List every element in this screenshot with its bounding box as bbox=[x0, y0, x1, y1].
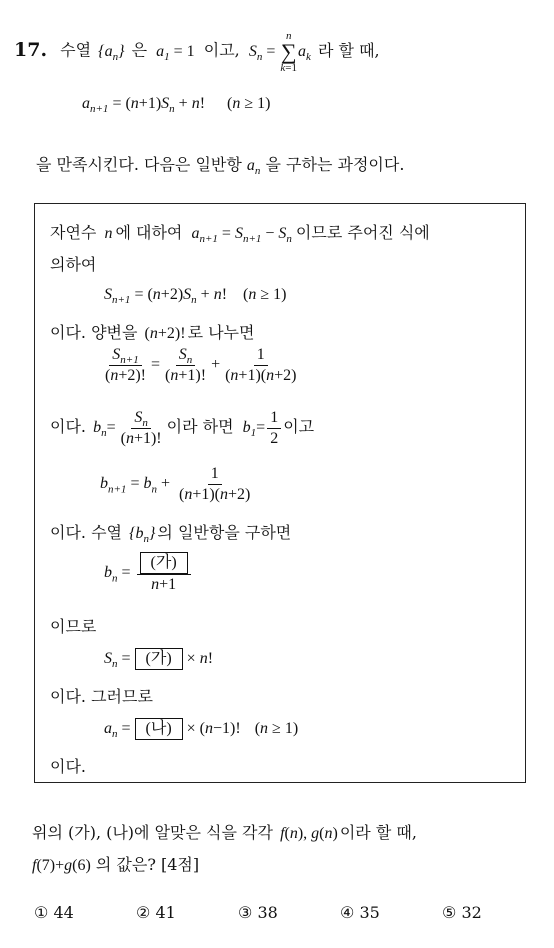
box-line-10: 이므로 bbox=[50, 617, 97, 636]
box-line-2: 의하여 bbox=[50, 255, 97, 274]
question-line-1: 위의 (가), (나)에 알맞은 식을 각각 f(n), g(n) 이라 할 때, bbox=[32, 823, 417, 842]
problem-description: 을 만족시킨다. 다음은 일반항 $a_n$ 을 구하는 과정이다. bbox=[36, 155, 405, 178]
choice-5[interactable]: ⑤ 32 bbox=[442, 903, 482, 922]
box-equation-3: $b_{n+1} = b_n$ + $\frac{1}{(n+1)(n+2)}$ bbox=[100, 465, 251, 503]
box-equation-bn: $b_n$ = $\frac{\text{(가)}}{n+1}$ bbox=[104, 552, 193, 595]
recurrence-equation: $a_{n+1} = (n+1)S_n + n$! (n ≥ 1) bbox=[82, 95, 271, 116]
box-line-14: 이다. bbox=[50, 757, 86, 776]
sum-definition: $S_n$ = n ∑ k=1 $a_k$ bbox=[248, 30, 311, 74]
box-line-12: 이다. 그러므로 bbox=[50, 687, 153, 706]
box-line-1: 자연수 n 에 대하여 $a_{n+1} = S_{n+1} - S_n$ 이므로 주어진 식에 bbox=[50, 223, 430, 246]
blank-ga: (가) bbox=[140, 552, 188, 574]
box-line-4: 이다. 양변을 (n+2)! 로 나누면 bbox=[50, 323, 255, 342]
blank-na: (나) bbox=[135, 718, 183, 740]
problem-number: 17. bbox=[14, 38, 48, 61]
initial-condition: $a_1 = 1$ bbox=[156, 42, 195, 63]
choice-1[interactable]: ① 44 bbox=[34, 903, 74, 922]
sequence-symbol: $\{a_n\}$ bbox=[98, 42, 125, 63]
choice-3[interactable]: ③ 38 bbox=[238, 903, 278, 922]
question-line-2: f(7)+g(6) 의 값은? [4점] bbox=[32, 855, 200, 874]
problem-header: 17. 수열 $\{a_n\}$ 은 $a_1 = 1$ 이고, $S_n$ = n ∑ k=1 $a_k$ 라 할 때, bbox=[14, 30, 380, 74]
choice-4[interactable]: ④ 35 bbox=[340, 903, 380, 922]
box-equation-1: $S_{n+1} = (n+2)S_n + n$! (n ≥ 1) bbox=[104, 286, 287, 307]
choice-2[interactable]: ② 41 bbox=[136, 903, 176, 922]
box-line-8: 이다. 수열 $\{b_n\}$ 의 일반항을 구하면 bbox=[50, 523, 292, 546]
box-equation-sn: $S_n$ = (가) × n! bbox=[104, 650, 214, 671]
box-equation-2: $\frac{S_{n+1}}{(n+2)!}$ = $\frac{S_n}{(n+1)!}$ + $\frac{1}{(n+1)(n+2)}$ bbox=[105, 346, 297, 384]
box-line-6: 이다. $b_n=$ $\frac{S_n}{(n+1)!}$ 이라 하면 $b_1=$ $\frac{1}{2}$ 이고 bbox=[50, 409, 315, 447]
box-equation-an: $a_n$ = (나) × (n−1)! (n ≥ 1) bbox=[104, 720, 299, 741]
blank-ga-2: (가) bbox=[135, 648, 183, 670]
